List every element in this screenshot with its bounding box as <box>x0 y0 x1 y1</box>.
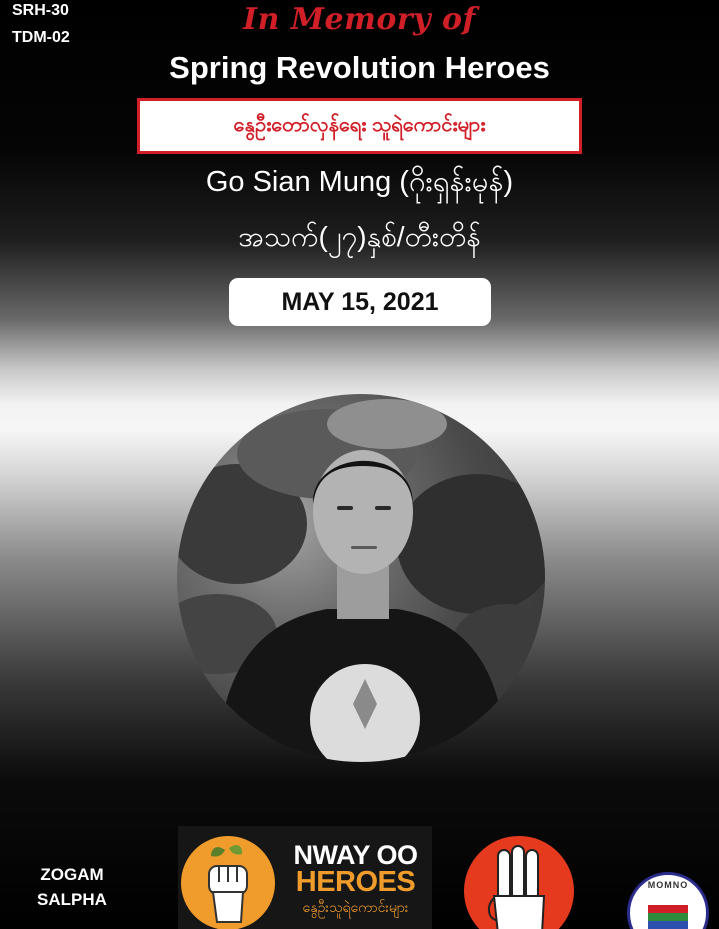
in-memory-heading: In Memory of <box>243 2 476 37</box>
fist-graphic-icon <box>181 836 275 929</box>
salute-hand-icon <box>464 836 574 929</box>
three-finger-salute-icon <box>464 836 574 929</box>
badge-line-2: HEROES <box>295 866 416 898</box>
portrait-photo <box>177 394 545 762</box>
hero-name: Go Sian Mung (ဂိုးရှန်းမုန်) <box>205 166 514 198</box>
code-srh: SRH-30 <box>12 2 69 19</box>
badge-line-1: NWAY OO <box>293 840 418 870</box>
party-seal-text: MOMNO <box>647 880 689 890</box>
date-badge <box>229 278 491 326</box>
raised-fist-icon <box>181 836 275 929</box>
hero-age-location: အသက်(၂၇)နှစ်/တီးတိန် <box>238 221 481 252</box>
org-line-2: SALPHA <box>37 890 107 909</box>
zogam-salpha-label <box>22 862 122 912</box>
org-line-1: ZOGAM <box>40 865 104 884</box>
badge-line-3: နွေဦးသူရဲကောင်းများ <box>302 899 409 915</box>
date-text: MAY 15, 2021 <box>281 287 439 316</box>
code-tdm: TDM-02 <box>12 29 70 46</box>
portrait-icon <box>177 394 545 762</box>
page-title: Spring Revolution Heroes <box>169 50 550 85</box>
burmese-title-box <box>137 98 582 154</box>
burmese-title: နွေဦးတော်လှန်ရေး သူရဲကောင်းများ <box>233 114 486 136</box>
